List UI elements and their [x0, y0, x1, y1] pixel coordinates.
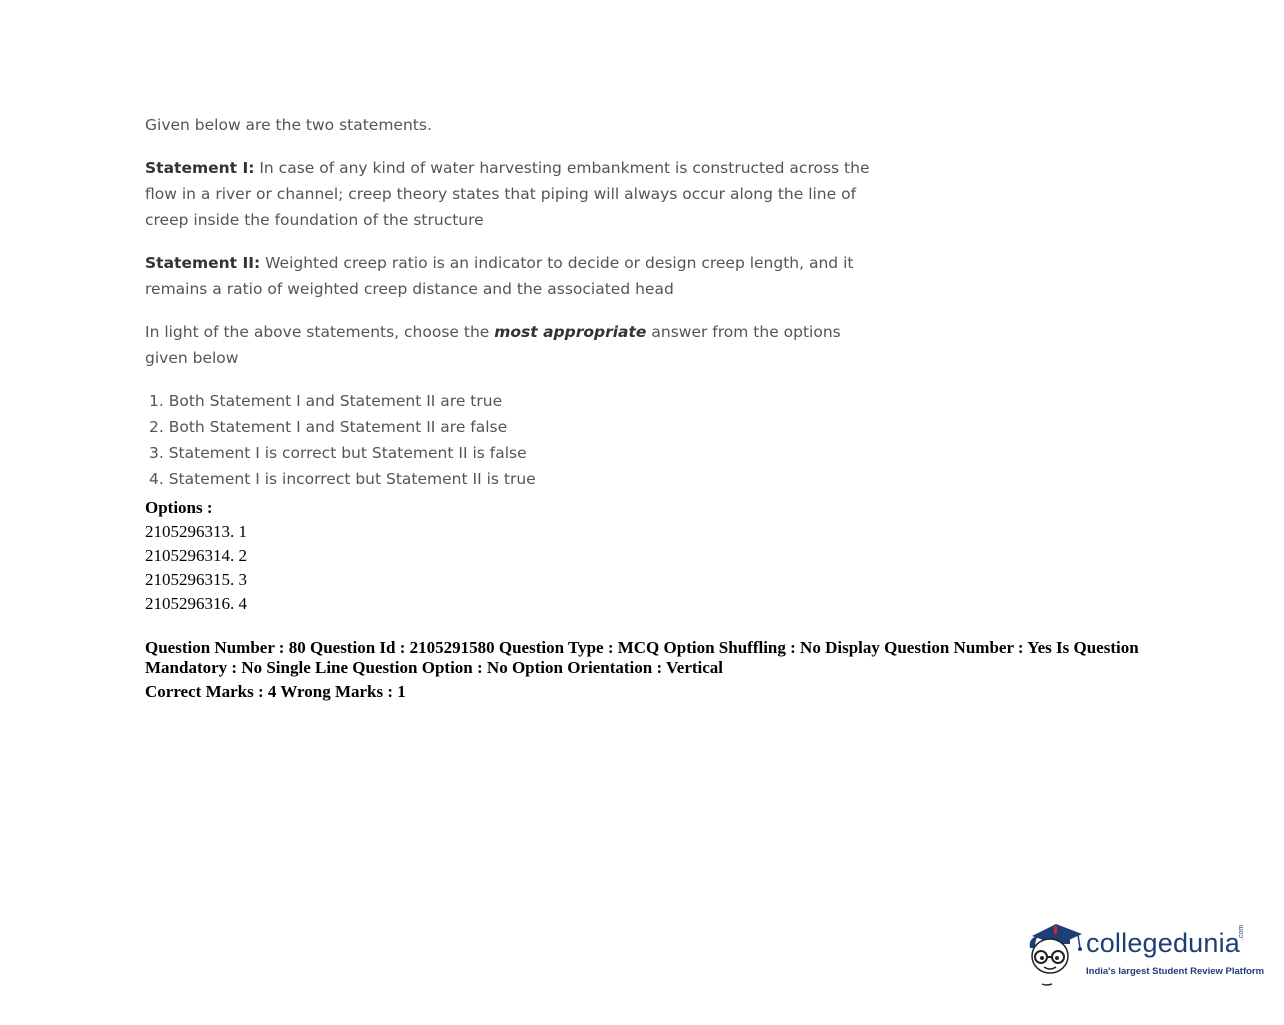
question-prompt [145, 319, 885, 371]
option-item: 2105296316. 4 [145, 594, 247, 613]
question-block [145, 112, 885, 492]
answer-item: 2. Both Statement I and Statement II are false [149, 418, 508, 436]
question-info: Question Number : 80 Question Id : 2105291580 Question Type : MCQ Option Shuffling : No Display Question Number : Yes Is Question Mandatory : No Single Line Question Option : No Option Orientation : Vertical [145, 638, 1139, 677]
answer-list [145, 388, 885, 492]
brand-tagline: India's largest Student Review Platform [1086, 966, 1265, 977]
options-block [145, 496, 1145, 704]
option-item: 2105296314. 2 [145, 546, 247, 565]
option-item: 2105296315. 3 [145, 570, 247, 589]
statement-one-label: Statement I: [145, 159, 255, 177]
question-intro: Given below are the two statements. [145, 116, 432, 134]
statement-one-text: In case of any kind of water harvesting embankment is constructed across the flow in a river or channel; creep theory states that piping will always occur along the line of creep inside the foundation of the structure [145, 159, 870, 229]
brand-name: collegedunia [1086, 928, 1241, 958]
option-item: 2105296313. 1 [145, 522, 247, 541]
statement-two [145, 250, 885, 302]
brand-com: .com [1238, 924, 1245, 940]
prompt-after: answer from the options given below [145, 323, 841, 367]
answer-item: 4. Statement I is incorrect but Statement II is true [149, 470, 536, 488]
options-title: Options : [145, 498, 213, 517]
statement-two-label: Statement II: [145, 254, 261, 272]
prompt-before: In light of the above statements, choose the [145, 323, 495, 341]
statement-two-text: Weighted creep ratio is an indicator to decide or design creep length, and it remains a ratio of weighted creep distance and the associated head [145, 254, 854, 298]
prompt-emphasis: most appropriate [494, 323, 647, 341]
answer-item: 1. Both Statement I and Statement II are true [149, 392, 503, 410]
collegedunia-logo [1026, 918, 1265, 988]
answer-item: 3. Statement I is correct but Statement II is false [149, 444, 527, 462]
statement-one [145, 155, 885, 233]
mascot-icon [1026, 918, 1084, 988]
question-marks: Correct Marks : 4 Wrong Marks : 1 [145, 682, 406, 701]
